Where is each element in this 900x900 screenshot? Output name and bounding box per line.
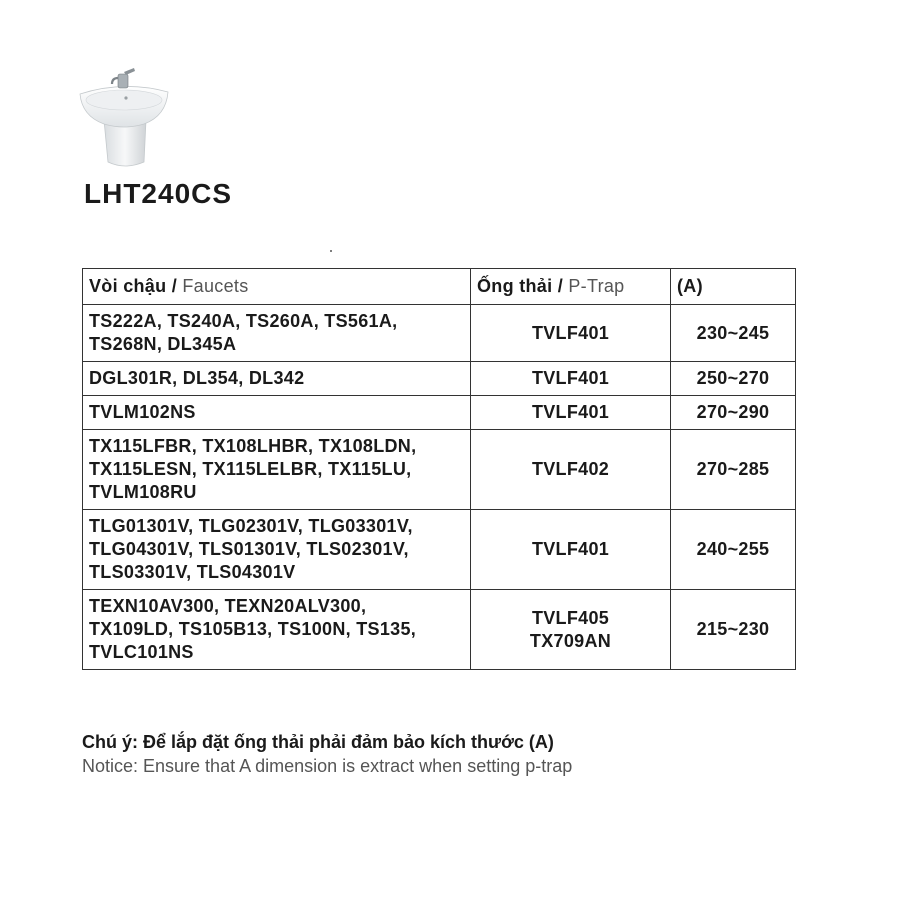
header-ptrap-vi: Ống thải [477,276,553,296]
dimension-cell: 270~285 [671,430,796,510]
dimension-cell: 240~255 [671,510,796,590]
ptrap-value: TVLF405 [531,607,610,628]
faucet-line: TVLM102NS [89,402,196,422]
notice-english: Notice: Ensure that A dimension is extract when setting p-trap [82,756,573,776]
ptrap-cell [471,510,671,590]
faucet-line: TX115LFBR, TX108LHBR, TX108LDN, [89,436,417,456]
header-ptrap [471,269,671,305]
faucet-line: TEXN10AV300, TEXN20ALV300, [89,596,367,616]
dimension-cell: 270~290 [671,396,796,430]
dimension-cell: 230~245 [671,305,796,362]
header-dimension [671,269,796,305]
faucets-cell [83,305,471,362]
faucet-line: TX109LD, TS105B13, TS100N, TS135, [89,619,417,639]
ptrap-value: TVLF401 [531,539,610,559]
table-row [83,305,796,362]
table-row [83,590,796,670]
header-faucets-en: Faucets [182,276,249,296]
notice-vietnamese: Chú ý: Để lắp đặt ống thải phải đảm bảo kích thước (A) [82,732,554,752]
basin-product-image [74,62,174,170]
table-row [83,362,796,396]
compatibility-table [82,268,796,670]
faucet-line: TS222A, TS240A, TS260A, TS561A, [89,311,398,331]
faucets-cell [83,510,471,590]
ptrap-cell [471,362,671,396]
ptrap-cell [471,430,671,510]
ptrap-value: TVLF401 [531,368,610,388]
faucet-line: TVLC101NS [89,642,194,662]
ptrap-value: TVLF402 [531,459,610,479]
header-separator: / [171,276,178,296]
header-faucets [83,269,471,305]
ptrap-cell [471,590,671,670]
table-row [83,510,796,590]
faucet-line: TLG01301V, TLG02301V, TLG03301V, [89,516,413,536]
wall-hung-basin-icon [74,62,174,170]
header-ptrap-en: P-Trap [568,276,625,296]
ptrap-cell [471,305,671,362]
faucets-cell [83,430,471,510]
stray-dot [330,250,332,252]
faucet-line: DGL301R, DL354, DL342 [89,368,305,388]
faucet-line: TLS03301V, TLS04301V [89,562,296,582]
product-model-title: LHT240CS [84,178,233,209]
header-separator: / [557,276,564,296]
faucets-cell [83,362,471,396]
header-dimension-label: (A) [677,276,703,296]
ptrap-value: TVLF401 [531,322,610,343]
faucet-line: TLG04301V, TLS01301V, TLS02301V, [89,539,409,559]
header-faucets-vi: Vòi chậu [89,276,167,296]
ptrap-cell [471,396,671,430]
ptrap-value: TX709AN [529,630,612,651]
table-row [83,430,796,510]
ptrap-value: TVLF401 [531,402,610,422]
dimension-cell: 215~230 [671,590,796,670]
installation-notice [82,730,572,778]
table-header-row [83,269,796,305]
faucet-line: TVLM108RU [89,482,197,502]
faucets-cell [83,396,471,430]
dimension-cell: 250~270 [671,362,796,396]
faucets-cell [83,590,471,670]
faucet-line: TX115LESN, TX115LELBR, TX115LU, [89,459,412,479]
table-row [83,396,796,430]
faucet-line: TS268N, DL345A [89,334,237,354]
